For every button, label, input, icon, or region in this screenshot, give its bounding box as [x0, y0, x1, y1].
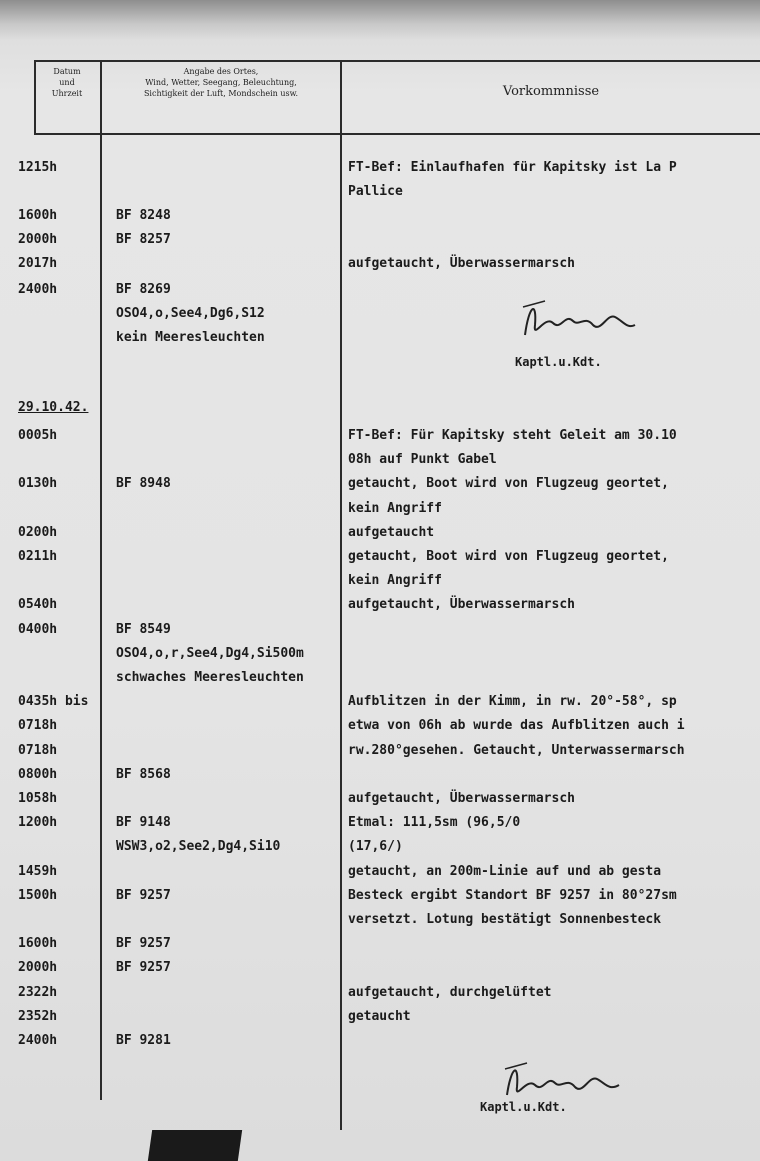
entry-time: 0718h: [18, 718, 58, 734]
entry-time: 1500h: [18, 887, 58, 903]
signature-title-2: Kaptl.u.Kdt.: [480, 1100, 567, 1114]
header-top-rule: [34, 60, 760, 62]
header-bottom-rule: [34, 133, 760, 135]
entry-event: Aufblitzen in der Kimm, in rw. 20°-58°, sp: [348, 694, 677, 710]
entry-event: getaucht, an 200m-Linie auf und ab gesta: [348, 863, 662, 879]
log-row: [0, 282, 760, 304]
signature-scrawl-1: [515, 295, 645, 345]
entry-position: BF 9281: [116, 1033, 171, 1048]
log-row: [0, 525, 760, 547]
entry-event: Besteck ergibt Standort BF 9257 in 80°27sm: [348, 887, 677, 903]
entry-time: 0211h: [18, 549, 58, 564]
log-row: [0, 888, 760, 910]
header-location-line3: Sichtigkeit der Luft, Mondschein usw.: [143, 89, 299, 98]
log-row: [0, 452, 760, 474]
signature-title-1: Kaptl.u.Kdt.: [515, 355, 602, 369]
log-row: [0, 912, 760, 934]
entry-time: 2017h: [18, 256, 58, 271]
entry-event: aufgetaucht: [348, 524, 435, 540]
entry-time: 1459h: [18, 863, 58, 879]
entry-position: BF 8269: [116, 282, 171, 297]
header-time-line: Uhrzeit: [51, 89, 83, 98]
entry-event: aufgetaucht, Überwassermarsch: [348, 791, 575, 806]
entry-event: versetzt. Lotung bestätigt Sonnenbesteck: [348, 912, 662, 927]
entry-time: 1058h: [18, 791, 58, 806]
log-row: [0, 622, 760, 644]
entry-time: 2400h: [18, 1033, 58, 1048]
entry-position: BF 9148: [116, 815, 171, 831]
entry-position: OSO4,o,r,See4,Dg4,Si500m: [116, 645, 304, 661]
log-row: [0, 306, 760, 328]
entry-event: kein Angriff: [348, 500, 442, 516]
entry-time: 2000h: [18, 232, 58, 247]
entry-event: Pallice: [348, 184, 403, 199]
entry-event: FT-Bef: Für Kapitsky steht Geleit am 30.10: [348, 428, 677, 443]
entry-event: aufgetaucht, Überwassermarsch: [348, 597, 575, 613]
entry-position: WSW3,o2,See2,Dg4,Si10: [116, 839, 281, 855]
log-row: [0, 743, 760, 765]
header-date-time: [36, 66, 98, 99]
log-row: [0, 936, 760, 958]
entry-time: 1200h: [18, 815, 58, 831]
entry-time: 0435h bis: [18, 694, 89, 710]
log-row: [0, 670, 760, 692]
header-location-line2: Wind, Wetter, Seegang, Beleuchtung,: [145, 78, 297, 87]
log-row: [0, 184, 760, 206]
entry-position: BF 8549: [116, 621, 171, 637]
log-row: [0, 501, 760, 523]
entry-time: 0400h: [18, 621, 58, 637]
log-row: [0, 232, 760, 254]
entry-position: BF 8568: [116, 766, 171, 782]
header-location-line1: Angabe des Ortes,: [183, 67, 259, 76]
log-row: [0, 985, 760, 1007]
log-row: [0, 1033, 760, 1055]
log-row: [0, 1009, 760, 1031]
entry-position: BF 9257: [116, 887, 171, 903]
log-row: [0, 597, 760, 619]
entry-time: 1215h: [18, 160, 58, 175]
log-row: [0, 960, 760, 982]
log-row: [0, 428, 760, 450]
entry-event: etwa von 06h ab wurde das Aufblitzen auch i: [348, 718, 685, 734]
scan-smudge: [148, 1130, 242, 1161]
log-row: [0, 160, 760, 182]
header-and-line: und: [59, 78, 75, 87]
header-events: Vorkommnisse: [502, 84, 600, 99]
entry-time: 1600h: [18, 936, 58, 952]
entry-event: FT-Bef: Einlaufhafen für Kapitsky ist La P: [348, 160, 677, 175]
entry-event: aufgetaucht, Überwassermarsch: [348, 256, 575, 271]
entry-position: BF 9257: [116, 936, 171, 952]
entry-time: 0130h: [18, 476, 58, 492]
entry-position: BF 9257: [116, 960, 171, 976]
entry-position: BF 8248: [116, 208, 171, 223]
entry-time: 0200h: [18, 524, 58, 540]
log-row: [0, 815, 760, 837]
entry-event: rw.280°gesehen. Getaucht, Unterwassermarsch: [348, 742, 685, 758]
entry-time: 2000h: [18, 960, 58, 976]
entry-time: 0718h: [18, 742, 58, 758]
entry-time: 2322h: [18, 984, 58, 1000]
signature-scrawl-2: [495, 1055, 635, 1105]
log-row: [0, 791, 760, 813]
log-row: [0, 208, 760, 230]
header-location-weather: [104, 66, 338, 99]
entry-time: 0005h: [18, 428, 58, 443]
entry-time: 2352h: [18, 1008, 58, 1024]
log-row: [0, 646, 760, 668]
entry-position: schwaches Meeresleuchten: [116, 670, 304, 685]
entry-position: BF 8948: [116, 476, 171, 492]
entry-position: kein Meeresleuchten: [116, 330, 265, 345]
log-row: [0, 256, 760, 278]
entry-event: (17,6/): [348, 839, 403, 855]
log-row: [0, 839, 760, 861]
entry-event: aufgetaucht, durchgelüftet: [348, 984, 552, 1000]
log-row: [0, 549, 760, 571]
entry-event: getaucht, Boot wird von Flugzeug geortet,: [348, 549, 669, 564]
date-heading: 29.10.42.: [18, 400, 89, 415]
log-row: [0, 573, 760, 595]
entry-time: 2400h: [18, 282, 58, 297]
entry-time: 0540h: [18, 597, 58, 613]
header-date-line: Datum: [53, 67, 81, 76]
log-row: [0, 864, 760, 886]
log-row: [0, 476, 760, 498]
entry-time: 0800h: [18, 766, 58, 782]
entry-event: getaucht: [348, 1008, 411, 1024]
log-row: [0, 718, 760, 740]
entry-position: OSO4,o,See4,Dg6,S12: [116, 306, 265, 321]
log-row: [0, 330, 760, 352]
log-row: [0, 694, 760, 716]
entry-time: 1600h: [18, 208, 58, 223]
entry-event: 08h auf Punkt Gabel: [348, 452, 497, 468]
entry-event: kein Angriff: [348, 573, 442, 589]
entry-event: getaucht, Boot wird von Flugzeug geortet,: [348, 476, 669, 492]
log-row: [0, 767, 760, 789]
entry-event: Etmal: 111,5sm (96,5/0: [348, 815, 521, 831]
entry-position: BF 8257: [116, 232, 171, 247]
